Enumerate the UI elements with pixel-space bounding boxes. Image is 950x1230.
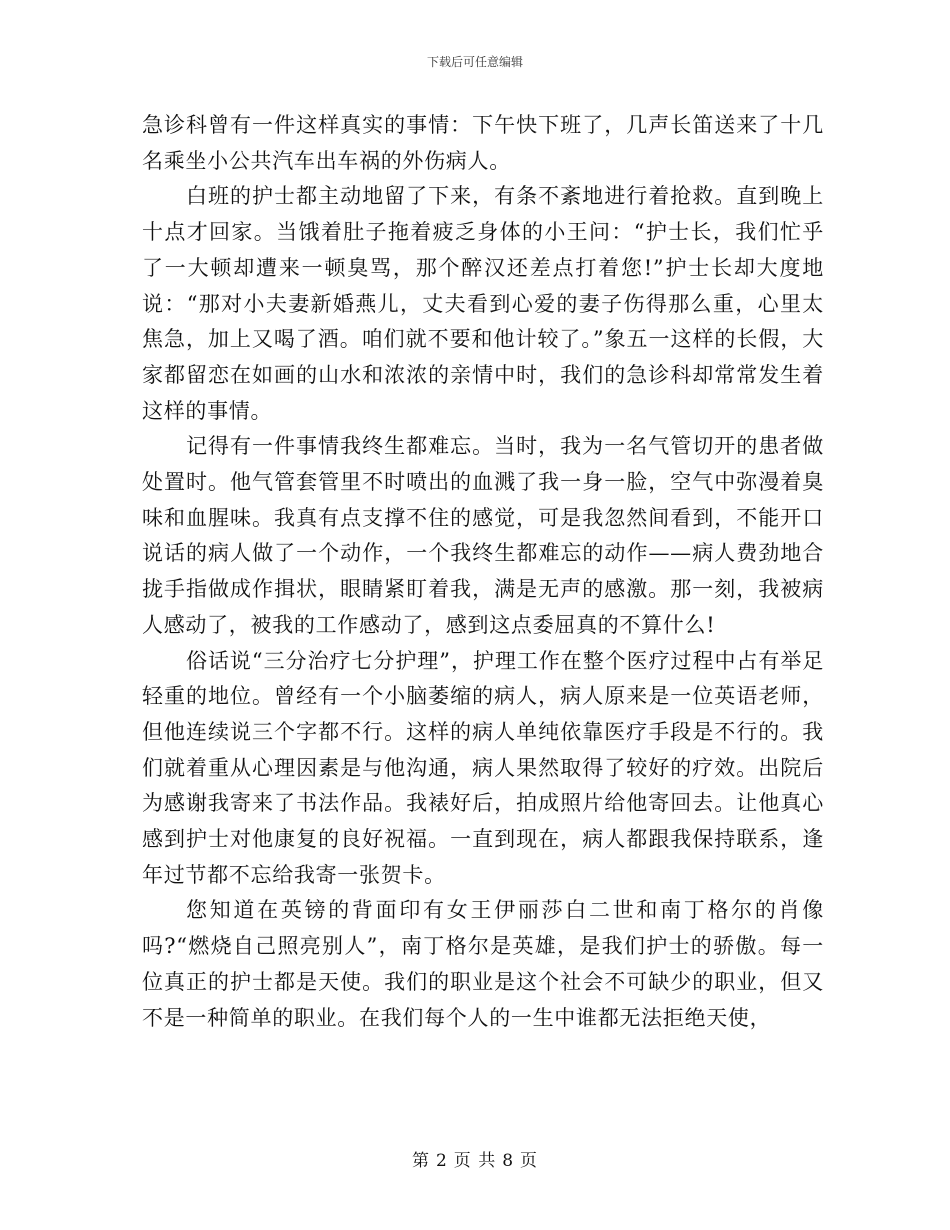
page-number-prefix: 第 xyxy=(411,1151,430,1171)
page-number-middle: 页 共 xyxy=(453,1151,497,1171)
paragraph: 您知道在英镑的背面印有女王伊丽莎白二世和南丁格尔的肖像吗?“燃烧自己照亮别人”，南丁格尔是英雄，是我们护士的骄傲。每一位真正的护士都是天使。我们的职业是这个社会不可缺少的职业，但又不是一种简单的职业。在我们每个人的一生中谁都无法拒绝天使， xyxy=(142,898,824,1030)
paragraph: 俗话说“三分治疗七分护理”，护理工作在整个医疗过程中占有举足轻重的地位。曾经有一个小脑萎缩的病人，病人原来是一位英语老师，但他连续说三个字都不行。这样的病人单纯依靠医疗手段是不行的。我们就着重从心理因素是与他沟通，病人果然取得了较好的疗效。出院后为感谢我寄来了书法作品。我裱好后，拍成照片给他寄回去。让他真心感到护士对他康复的良好祝福。一直到现在，病人都跟我保持联系，逢年过节都不忘给我寄一张贺卡。 xyxy=(142,648,824,887)
paragraph: 急诊科曾有一件这样真实的事情：下午快下班了，几声长笛送来了十几名乘坐小公共汽车出车祸的外伤病人。 xyxy=(142,113,824,173)
paragraph: 白班的护士都主动地留了下来，有条不紊地进行着抢救。直到晚上十点才回家。当饿着肚子拖着疲乏身体的小王问：“护士长，我们忙乎了一大顿却遭来一顿臭骂，那个醉汉还差点打着您!”护士长却大度地说：“那对小夫妻新婚燕儿，丈夫看到心爱的妻子伤得那么重，心里太焦急，加上又喝了酒。咱们就不要和他计较了。”象五一这样的长假，大家都留恋在如画的山水和浓浓的亲情中时，我们的急诊科却常常发生着这样的事情。 xyxy=(142,184,824,423)
page-number-suffix: 页 xyxy=(520,1151,539,1171)
page-footer xyxy=(0,1150,950,1172)
page-header: 下载后可任意编辑 xyxy=(426,55,523,69)
page-total: 8 xyxy=(502,1151,515,1171)
paragraph: 记得有一件事情我终生都难忘。当时，我为一名气管切开的患者做处置时。他气管套管里不时喷出的血溅了我一身一脸，空气中弥漫着臭味和血腥味。我真有点支撑不住的感觉，可是我忽然间看到，不能开口说话的病人做了一个动作，一个我终生都难忘的动作——病人费劲地合拢手指做成作揖状，眼睛紧盯着我，满是无声的感激。那一刻，我被病人感动了，被我的工作感动了，感到这点委屈真的不算什么! xyxy=(142,434,824,637)
document-body xyxy=(142,108,824,1036)
page-number: 2 xyxy=(435,1151,448,1171)
